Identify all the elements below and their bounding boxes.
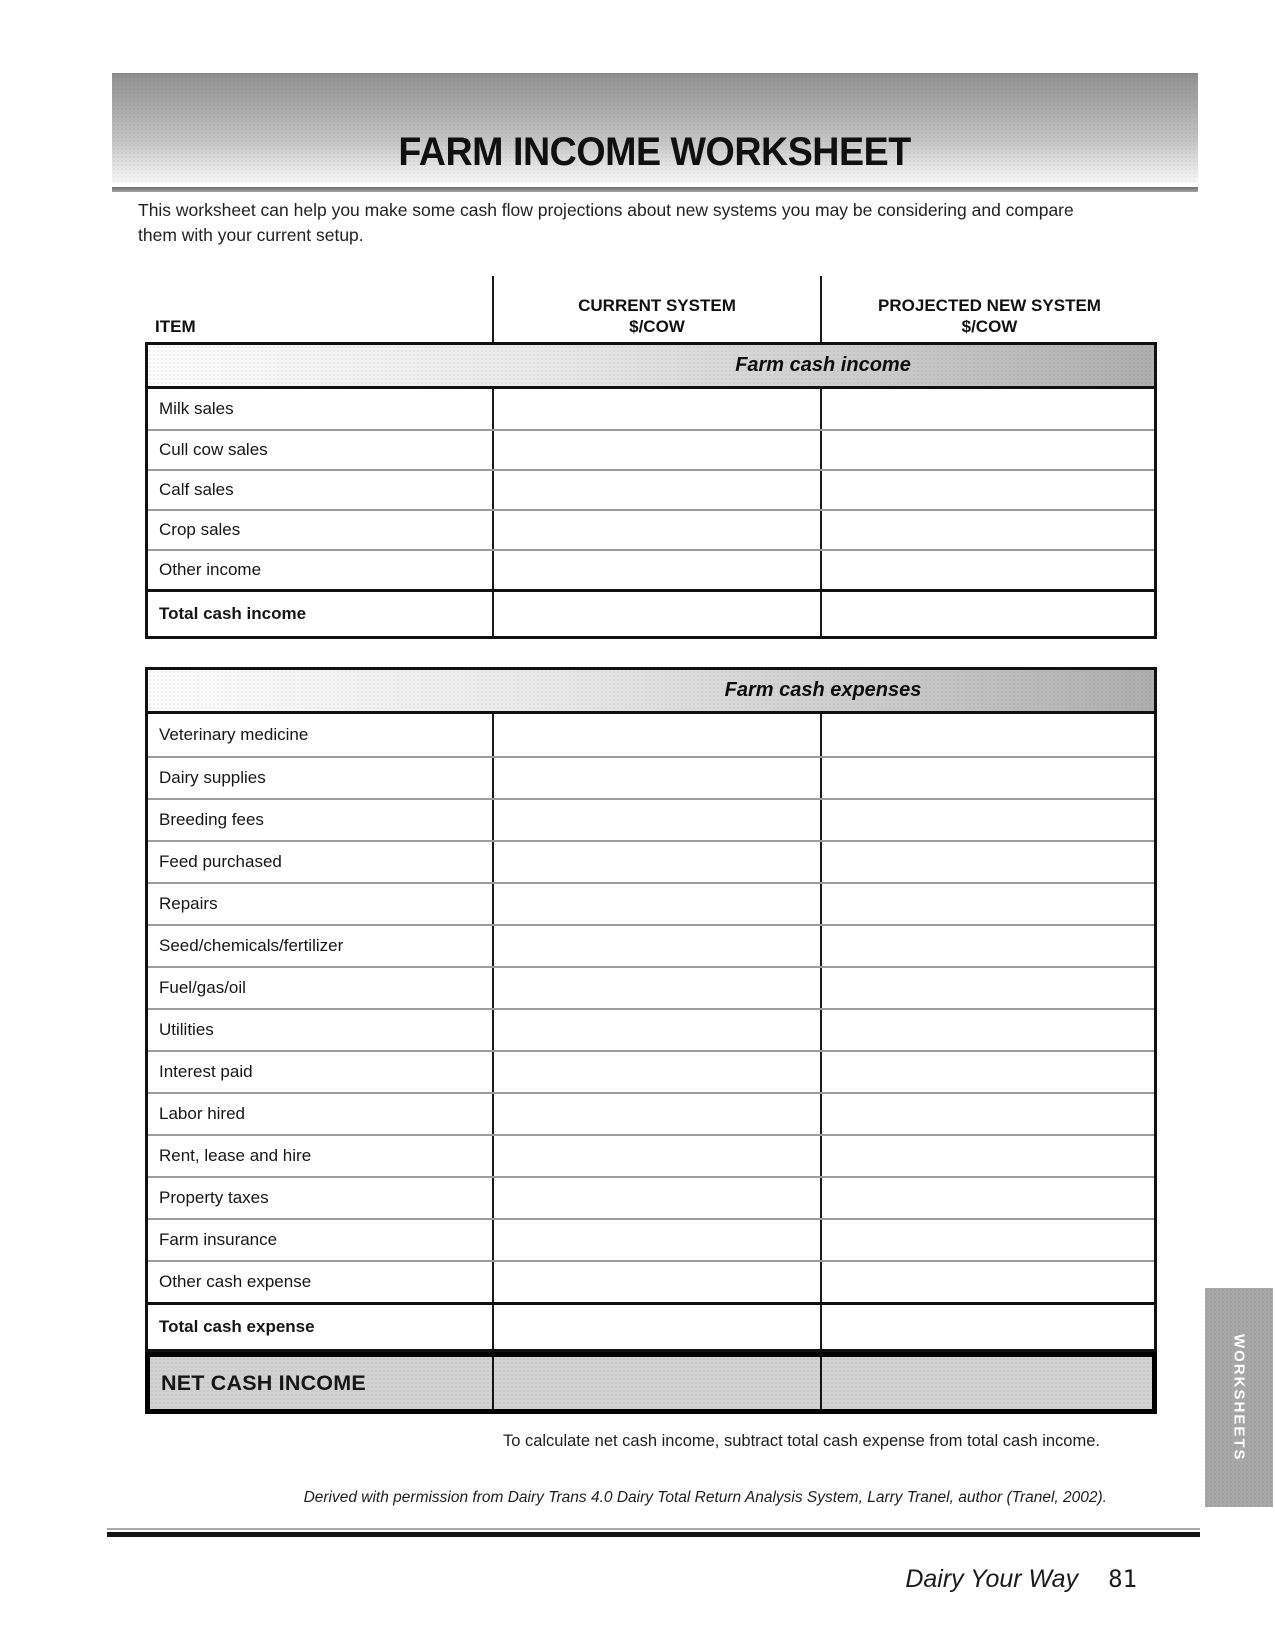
row-label: Rent, lease and hire [159, 1146, 312, 1165]
current-system-cell [492, 1010, 820, 1050]
current-system-cell [492, 1178, 820, 1218]
row-label: Fuel/gas/oil [159, 978, 246, 997]
table-row [148, 469, 1154, 509]
table-row [148, 429, 1154, 469]
projected-system-cell [820, 758, 1154, 798]
projected-system-cell [820, 1052, 1154, 1092]
current-system-cell [492, 758, 820, 798]
row-label: NET CASH INCOME [161, 1370, 366, 1395]
table-row [148, 1134, 1154, 1176]
column-sublabel: $/COW [961, 316, 1018, 336]
page-number: 81 [1108, 1565, 1137, 1593]
footer-rule [107, 1532, 1200, 1537]
table-row [148, 1092, 1154, 1134]
table-row [148, 798, 1154, 840]
current-system-cell [492, 471, 820, 509]
farm-cash-income-table [145, 342, 1157, 639]
table-gap [145, 639, 1157, 667]
row-label: Total cash income [159, 604, 307, 623]
book-title: Dairy Your Way [905, 1565, 1079, 1593]
table-row [148, 966, 1154, 1008]
projected-system-cell [820, 1094, 1154, 1134]
calculation-note: To calculate net cash income, subtract total cash expense from total cash income. [502, 1432, 1100, 1450]
banner-rule [112, 187, 1198, 192]
worksheet-table [145, 276, 1157, 1414]
projected-system-cell [820, 884, 1154, 924]
projected-system-cell [820, 1262, 1154, 1302]
row-label: Dairy supplies [159, 768, 266, 787]
current-system-cell [492, 1052, 820, 1092]
row-label: Farm insurance [159, 1230, 278, 1249]
row-label: Breeding fees [159, 810, 264, 829]
table-row [148, 840, 1154, 882]
table-row [148, 1050, 1154, 1092]
row-label: Utilities [159, 1020, 214, 1039]
table-row [148, 1008, 1154, 1050]
row-label: Repairs [159, 894, 218, 913]
current-system-cell [492, 800, 820, 840]
section-title: Farm cash income [735, 354, 911, 376]
table-row [148, 509, 1154, 549]
current-system-cell [492, 389, 820, 429]
row-label: Milk sales [159, 399, 234, 418]
table-row [148, 549, 1154, 589]
table-row [148, 882, 1154, 924]
section-title: Farm cash expenses [724, 679, 922, 701]
current-system-cell [492, 926, 820, 966]
row-label: Calf sales [159, 480, 234, 499]
row-label: Crop sales [159, 520, 241, 539]
row-label: Interest paid [159, 1062, 253, 1081]
row-label: Seed/chemicals/fertilizer [159, 936, 344, 955]
projected-system-cell [820, 1357, 1152, 1409]
table-row [148, 714, 1154, 756]
current-system-cell [492, 1305, 820, 1349]
net-cash-income-row [145, 1352, 1157, 1414]
table-row [148, 756, 1154, 798]
table-row [148, 924, 1154, 966]
table-row [148, 1260, 1154, 1302]
intro-text: This worksheet can help you make some cash flow projections about new systems you may be considering and compare them with your current setup. [138, 200, 1074, 246]
current-system-cell [492, 1220, 820, 1260]
projected-system-cell [820, 592, 1154, 636]
attribution-note: Derived with permission from Dairy Trans 4.0 Dairy Total Return Analysis System, Larry Tranel, author (Tranel, 2002). [303, 1489, 1107, 1506]
projected-system-cell [820, 389, 1154, 429]
column-headers [145, 276, 1157, 342]
current-system-cell [492, 551, 820, 589]
header-banner [112, 73, 1198, 183]
page-title: FARM INCOME WORKSHEET [398, 130, 912, 174]
row-label: Property taxes [159, 1188, 269, 1207]
column-header-item [145, 276, 492, 342]
footer-rule-light [107, 1528, 1200, 1530]
row-label: Other income [159, 560, 262, 579]
table-row [148, 1176, 1154, 1218]
current-system-cell [492, 511, 820, 549]
projected-system-cell [820, 471, 1154, 509]
row-label: Veterinary medicine [159, 725, 309, 744]
projected-system-cell [820, 511, 1154, 549]
page-footer [905, 1565, 1137, 1594]
projected-system-cell [820, 1136, 1154, 1176]
row-label: Other cash expense [159, 1272, 312, 1291]
income-section-header [148, 345, 1154, 389]
column-header-current-system [492, 276, 820, 342]
projected-system-cell [820, 551, 1154, 589]
projected-system-cell [820, 800, 1154, 840]
column-label: PROJECTED NEW SYSTEM [878, 295, 1101, 315]
total-cash-expense-row [148, 1302, 1154, 1349]
column-header-projected-system [820, 276, 1157, 342]
column-sublabel: $/COW [629, 316, 685, 336]
row-label: Cull cow sales [159, 440, 268, 459]
projected-system-cell [820, 926, 1154, 966]
current-system-cell [492, 714, 820, 756]
current-system-cell [492, 1094, 820, 1134]
current-system-cell [492, 1357, 820, 1409]
row-label: Total cash expense [159, 1317, 315, 1336]
column-label: CURRENT SYSTEM [578, 295, 736, 315]
projected-system-cell [820, 1010, 1154, 1050]
worksheets-side-tab [1205, 1288, 1273, 1507]
total-cash-income-row [148, 589, 1154, 636]
current-system-cell [492, 1136, 820, 1176]
side-tab-label: WORKSHEETS [1230, 1333, 1248, 1462]
current-system-cell [492, 431, 820, 469]
projected-system-cell [820, 842, 1154, 882]
current-system-cell [492, 842, 820, 882]
projected-system-cell [820, 1220, 1154, 1260]
current-system-cell [492, 968, 820, 1008]
projected-system-cell [820, 431, 1154, 469]
current-system-cell [492, 1262, 820, 1302]
current-system-cell [492, 592, 820, 636]
projected-system-cell [820, 714, 1154, 756]
row-label: Feed purchased [159, 852, 282, 871]
projected-system-cell [820, 968, 1154, 1008]
current-system-cell [492, 884, 820, 924]
table-row [148, 389, 1154, 429]
farm-cash-expenses-table [145, 667, 1157, 1352]
column-label: ITEM [155, 316, 196, 336]
projected-system-cell [820, 1178, 1154, 1218]
table-row [148, 1218, 1154, 1260]
projected-system-cell [820, 1305, 1154, 1349]
row-label: Labor hired [159, 1104, 246, 1123]
expenses-section-header [148, 670, 1154, 714]
